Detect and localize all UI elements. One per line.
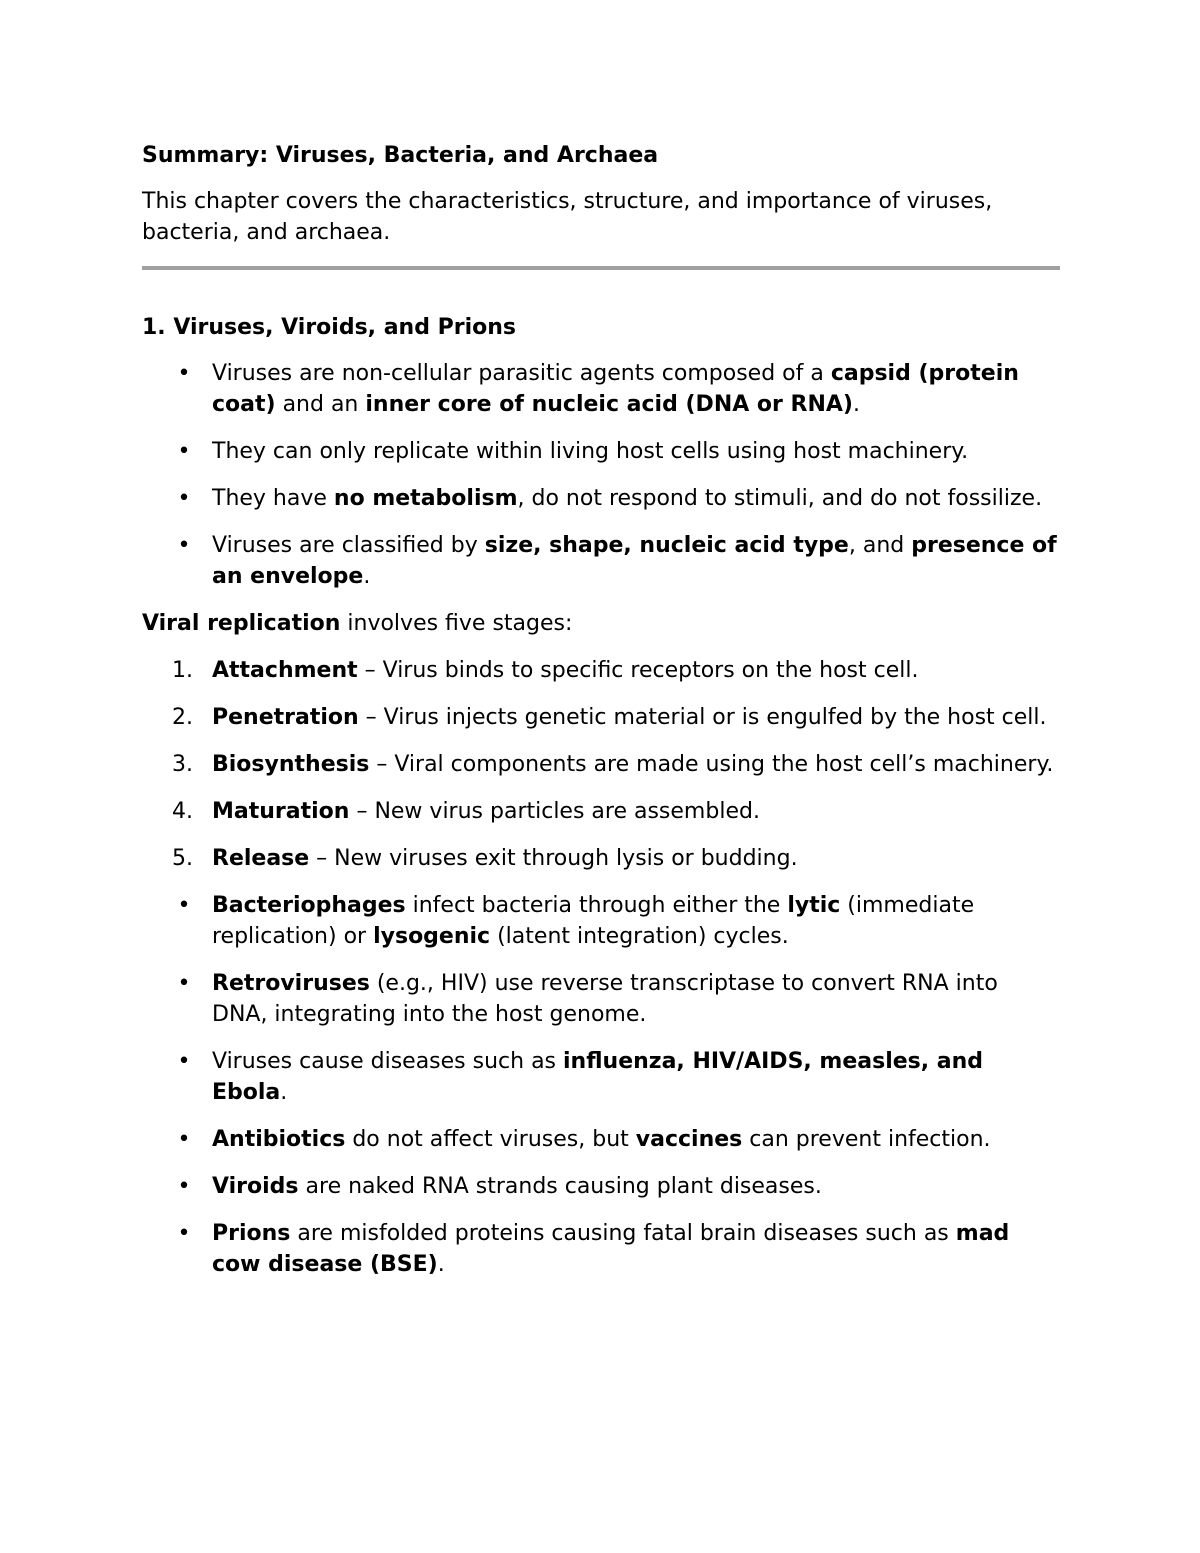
bold-text: presence of an envelope: [212, 533, 1057, 589]
bullet-icon: •: [177, 533, 191, 558]
list-item: [142, 749, 1060, 780]
stage-description: – New virus particles are assembled.: [349, 799, 760, 824]
text-run: (latent integration) cycles.: [490, 924, 789, 949]
text-run: and an: [275, 392, 366, 417]
stage-description: – New viruses exit through lysis or budding.: [309, 846, 798, 871]
stage-term: Attachment: [212, 658, 358, 683]
text-run: They can only replicate within living host cells using host machinery.: [212, 439, 969, 464]
list-item: [142, 1124, 1060, 1155]
stage-term: Release: [212, 846, 310, 871]
bullet-icon: •: [177, 1221, 191, 1246]
text-run: , do not respond to stimuli, and do not fossilize.: [517, 486, 1043, 511]
bullet-icon: •: [177, 971, 191, 996]
list-item: [142, 1046, 1060, 1108]
text-run: can prevent infection.: [742, 1127, 991, 1152]
bold-text: Prions: [212, 1221, 291, 1246]
list-number: 3.: [172, 752, 193, 777]
list-item: [142, 483, 1060, 514]
text-run: .: [437, 1252, 445, 1277]
text-run: .: [852, 392, 860, 417]
text-run: Viruses are classified by: [212, 533, 485, 558]
document-title: Summary: Viruses, Bacteria, and Archaea: [142, 143, 659, 168]
bold-text: no metabolism: [333, 486, 518, 511]
list-item: [142, 655, 1060, 686]
bold-text: lytic: [787, 893, 841, 918]
bold-text: inner core of nucleic acid (DNA or RNA): [365, 392, 853, 417]
stage-term: Biosynthesis: [212, 752, 370, 777]
list-item: [142, 702, 1060, 733]
list-item: [142, 796, 1060, 827]
bold-text: lysogenic: [373, 924, 491, 949]
bold-text: Viral replication: [142, 611, 341, 636]
list-item: [142, 530, 1060, 592]
list-number: 4.: [172, 799, 193, 824]
text-run: are naked RNA strands causing plant diseases.: [298, 1174, 822, 1199]
list-item: [142, 968, 1060, 1030]
stage-description: – Viral components are made using the host cell’s machinery.: [369, 752, 1054, 777]
bold-text: influenza, HIV/AIDS, measles, and Ebola: [212, 1049, 984, 1105]
text-run: involves five stages:: [340, 611, 573, 636]
text-run: .: [363, 564, 371, 589]
bullet-list: [142, 358, 1060, 592]
text-run: , and: [848, 533, 912, 558]
list-number: 2.: [172, 705, 193, 730]
bullet-icon: •: [177, 486, 191, 511]
text-run: Viruses cause diseases such as: [212, 1049, 564, 1074]
text-run: They have: [212, 486, 334, 511]
list-item: [142, 843, 1060, 874]
bullet-icon: •: [177, 439, 191, 464]
document-page: [142, 142, 1060, 1280]
stage-description: – Virus binds to specific receptors on the host cell.: [357, 658, 919, 683]
bullet-icon: •: [177, 893, 191, 918]
list-number: 1.: [172, 658, 193, 683]
section-heading: 1. Viruses, Viroids, and Prions: [142, 315, 516, 340]
list-item: [142, 890, 1060, 952]
bold-text: Retroviruses: [212, 971, 370, 996]
bullet-icon: •: [177, 1049, 191, 1074]
bullet-icon: •: [177, 1127, 191, 1152]
bold-text: vaccines: [635, 1127, 743, 1152]
bold-text: Antibiotics: [212, 1127, 346, 1152]
text-run: .: [280, 1080, 288, 1105]
stage-term: Penetration: [212, 705, 359, 730]
bold-text: size, shape, nucleic acid type: [484, 533, 849, 558]
list-number: 5.: [172, 846, 193, 871]
bold-text: mad cow disease (BSE): [212, 1221, 1010, 1277]
bold-text: Bacteriophages: [212, 893, 406, 918]
bullet-icon: •: [177, 361, 191, 386]
list-item: [142, 358, 1060, 420]
text-run: do not affect viruses, but: [345, 1127, 636, 1152]
text-run: (e.g., HIV) use reverse transcriptase to convert RNA into DNA, integrating into the host genome.: [212, 971, 998, 1027]
bold-text: capsid (protein coat): [212, 361, 1019, 417]
text-run: Viruses are non-cellular parasitic agents composed of a: [212, 361, 831, 386]
bullet-list-continued: [142, 890, 1060, 1280]
list-item: [142, 436, 1060, 467]
numbered-list: [142, 655, 1060, 874]
text-run: are misfolded proteins causing fatal brain diseases such as: [290, 1221, 956, 1246]
bullet-icon: •: [177, 1174, 191, 1199]
horizontal-divider: [142, 266, 1060, 270]
list-item: [142, 1218, 1060, 1280]
list-item: [142, 1171, 1060, 1202]
bold-text: Viroids: [212, 1174, 299, 1199]
stage-description: – Virus injects genetic material or is engulfed by the host cell.: [358, 705, 1047, 730]
replication-intro: [142, 608, 1060, 639]
intro-paragraph: This chapter covers the characteristics, structure, and importance of viruses, bacteria, and archaea.: [142, 189, 993, 245]
text-run: (immediate replication) or: [212, 893, 975, 949]
text-run: infect bacteria through either the: [405, 893, 788, 918]
stage-term: Maturation: [212, 799, 350, 824]
